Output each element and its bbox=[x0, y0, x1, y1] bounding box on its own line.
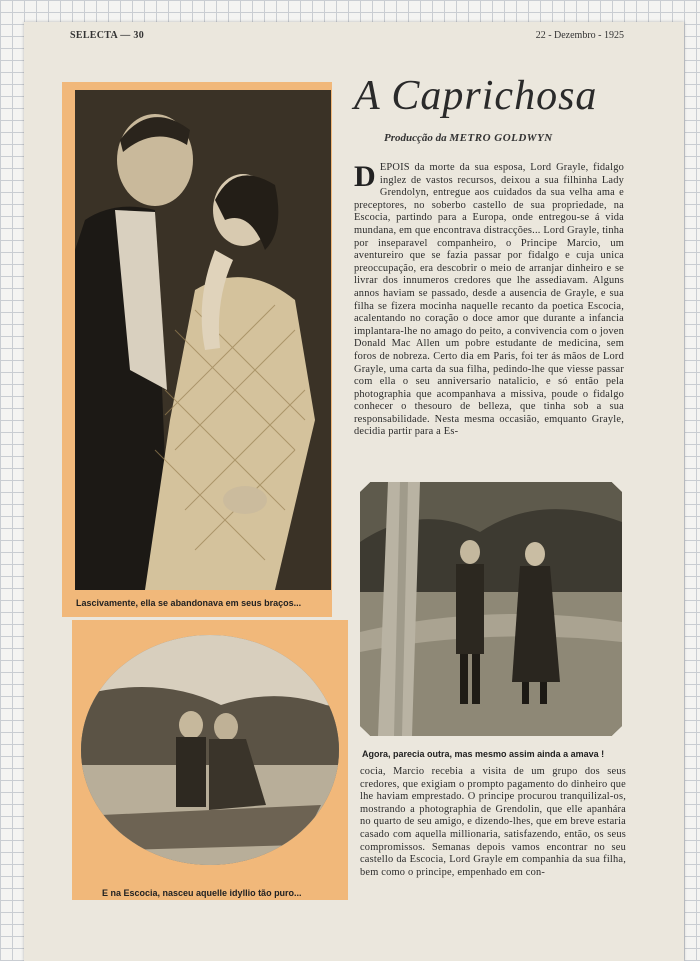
article-column-2: cocia, Marcio recebia a visita de um grupo dos seus credores, que exigiam o prompto pagamento do dinheiro que lhe haviam emprestado. O principe procurou tranquilizal-os, mostrando a photographia de Grendolin, que elle apanhára no quarto de seu amigo, e dizendo-lhes, que em breve estaria casado com aquella millionaria, satisfazendo, então, os seus compromissos. Semanas depois vamos encontrar no seu castello da Escocia, Lord Grayle em companhia da sua filha, bem como o principe, empenhado em con- bbox=[360, 766, 626, 878]
page-header-left: SELECTA — 30 bbox=[70, 30, 144, 41]
article-subtitle bbox=[384, 132, 553, 144]
subtitle-studio: METRO GOLDWYN bbox=[449, 132, 553, 144]
column-1-text: EPOIS da morte da sua esposa, Lord Grayle, fidalgo inglez de vastos recursos, deixou a sua filhinha Lady Grendolyn, entregue aos cuidados da sua velha ama e preceptores, no soberbo castello de sua propriedade, na Escocia, partindo para a Europa, onde entregou-se á vida mundana, em que encontrava distracções... Lord Grayle, tinha por inseparavel companheiro, o Principe Marcio, um aventureiro que se fazia passar por fidalgo e cuja unica preoccupação, era descobrir o meio de arranjar dinheiro e se livrar dos innumeros credores que lhe assediavam. Alguns annos haviam se passado, desde a ausencia de Grayle, e sua filha se fizera mocinha naquelle recanto da poetica Escocia, acalentando no coração o doce amor que durante a infancia implantara-lhe no amago do peito, a convivencia com o joven Donald Mac Allen um pobre estudante de medicina, sem foros de nobreza. Certo dia em Paris, foi ter ás mãos de Lord Grayle, uma carta da sua filha, pedindo-lhe que viesse passar com ella o seu anniversario natalicio, e só então pela photographia que acompanhava a missiva, poude o fidalgo conhecer o thesouro de belleza, que tinha sob a sua responsabilidade. Nesta mesma occasião, emquanto Grayle, decidia partir para a Es- bbox=[354, 162, 624, 438]
caption-photo1: Lascivamente, ella se abandonava em seus braços... bbox=[76, 598, 302, 608]
photo-couple-boat bbox=[81, 635, 339, 865]
drop-cap: D bbox=[354, 162, 376, 193]
article-column-1 bbox=[354, 162, 624, 462]
caption-photo2: E na Escocia, nasceu aquelle idyllio tão puro... bbox=[102, 888, 302, 898]
photo-couple-park bbox=[360, 482, 622, 736]
article-title: A Caprichosa bbox=[354, 73, 598, 119]
page-header-date: 22 - Dezembro - 1925 bbox=[535, 30, 624, 41]
subtitle-prefix: Producção da bbox=[384, 132, 447, 144]
caption-photo3: Agora, parecia outra, mas mesmo assim ainda a amava ! bbox=[362, 749, 605, 759]
photo-couple-embrace bbox=[75, 90, 331, 590]
magazine-page bbox=[24, 22, 684, 961]
